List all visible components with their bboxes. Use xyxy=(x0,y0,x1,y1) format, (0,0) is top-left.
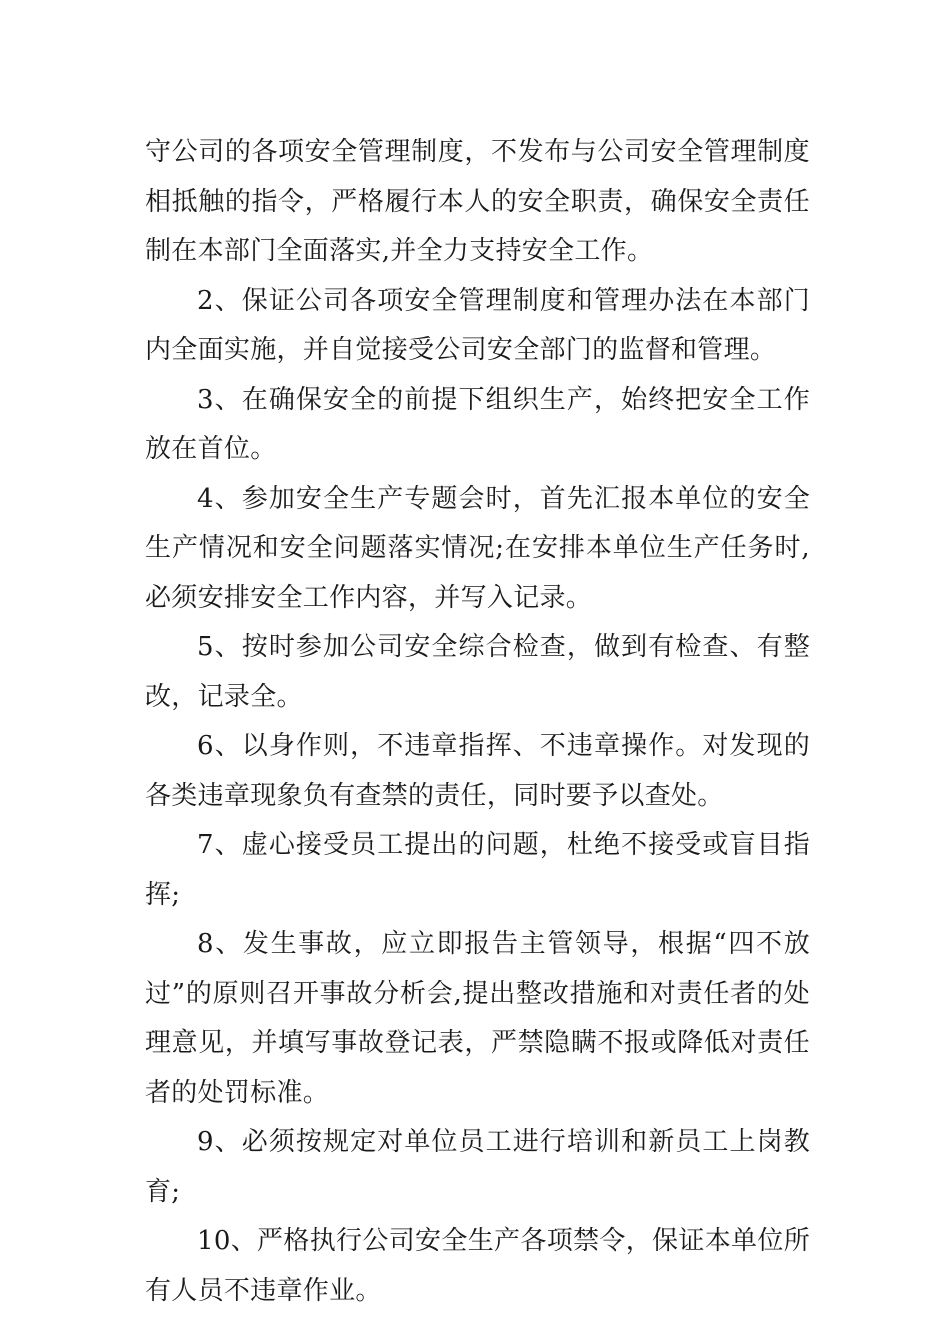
paragraph-item-10: 10、严格执行公司安全生产各项禁令，保证本单位所有人员不违章作业。 xyxy=(145,1226,810,1306)
paragraph-item-9: 9、必须按规定对单位员工进行培训和新员工上岗教育; xyxy=(145,1127,810,1207)
paragraph-item-6: 6、以身作则，不违章指挥、不违章操作。对发现的各类违章现象负有查禁的责任，同时要予以查处。 xyxy=(145,731,810,811)
paragraph-item-8: 8、发生事故，应立即报告主管领导，根据“四不放过”的原则召开事故分析会,提出整改措施和对责任者的处理意见，并填写事故登记表，严禁隐瞒不报或降低对责任者的处罚标准。 xyxy=(145,929,810,1108)
paragraph-item-4: 4、参加安全生产专题会时，首先汇报本单位的安全生产情况和安全问题落实情况;在安排本单位生产任务时,必须安排安全工作内容，并写入记录。 xyxy=(145,483,810,613)
paragraph-item-3: 3、在确保安全的前提下组织生产，始终把安全工作放在首位。 xyxy=(145,384,810,464)
paragraph-item-5: 5、按时参加公司安全综合检查，做到有检查、有整改，记录全。 xyxy=(145,632,810,712)
paragraph-continuation: 守公司的各项安全管理制度，不发布与公司安全管理制度相抵触的指令，严格履行本人的安全职责，确保安全责任制在本部门全面落实,并全力支持安全工作。 xyxy=(145,137,810,266)
document-body xyxy=(145,128,810,1316)
paragraph-item-7: 7、虚心接受员工提出的问题，杜绝不接受或盲目指挥; xyxy=(145,830,810,910)
paragraph-item-2: 2、保证公司各项安全管理制度和管理办法在本部门内全面实施，并自觉接受公司安全部门的监督和管理。 xyxy=(145,285,810,365)
